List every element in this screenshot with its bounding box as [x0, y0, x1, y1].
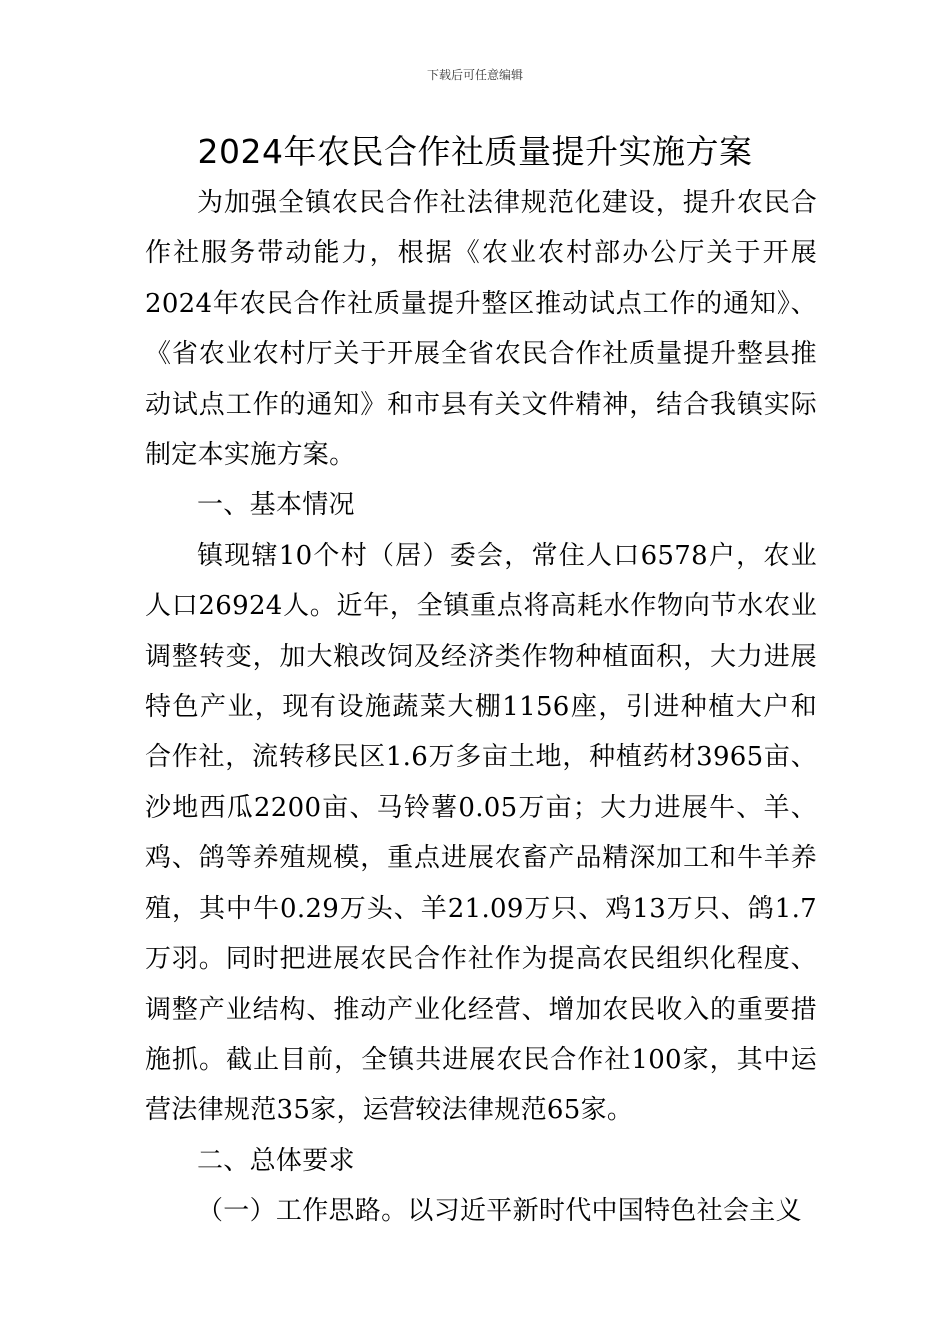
document-body: [145, 178, 817, 1237]
paragraph-basic-situation: 镇现辖10个村（居）委会，常住人口6578户，农业人口26924人。近年，全镇重点将高耗水作物向节水农业调整转变，加大粮改饲及经济类作物种植面积，大力进展特色产业，现有设施蔬菜大棚1156座，引进种植大户和合作社，流转移民区1.6万多亩土地，种植药材3965亩、沙地西瓜2200亩、马铃薯0.05万亩；大力进展牛、羊、鸡、鸽等养殖规模，重点进展农畜产品精深加工和牛羊养殖，其中牛0.29万头、羊21.09万只、鸡13万只、鸽1.7万羽。同时把进展农民合作社作为提高农民组织化程度、调整产业结构、推动产业化经营、增加农民收入的重要措施抓。截止目前，全镇共进展农民合作社100家，其中运营法律规范35家，运营较法律规范65家。: [145, 540, 817, 1126]
header-note: 下载后可任意编辑: [426, 68, 523, 82]
section-heading-overall-requirements: 二、总体要求: [197, 1145, 355, 1176]
paragraph-intro: 为加强全镇农民合作社法律规范化建设，提升农民合作社服务带动能力，根据《农业农村部办公厅关于开展2024年农民合作社质量提升整区推动试点工作的通知》、《省农业农村厅关于开展全省农民合作社质量提升整县推动试点工作的通知》和市县有关文件精神，结合我镇实际制定本实施方案。: [145, 188, 817, 471]
paragraph-work-ideas: （一）工作思路。以习近平新时代中国特色社会主义: [197, 1196, 802, 1227]
section-heading-basic-situation: 一、基本情况: [197, 490, 355, 521]
document-title: 2024年农民合作社质量提升实施方案: [197, 132, 753, 171]
